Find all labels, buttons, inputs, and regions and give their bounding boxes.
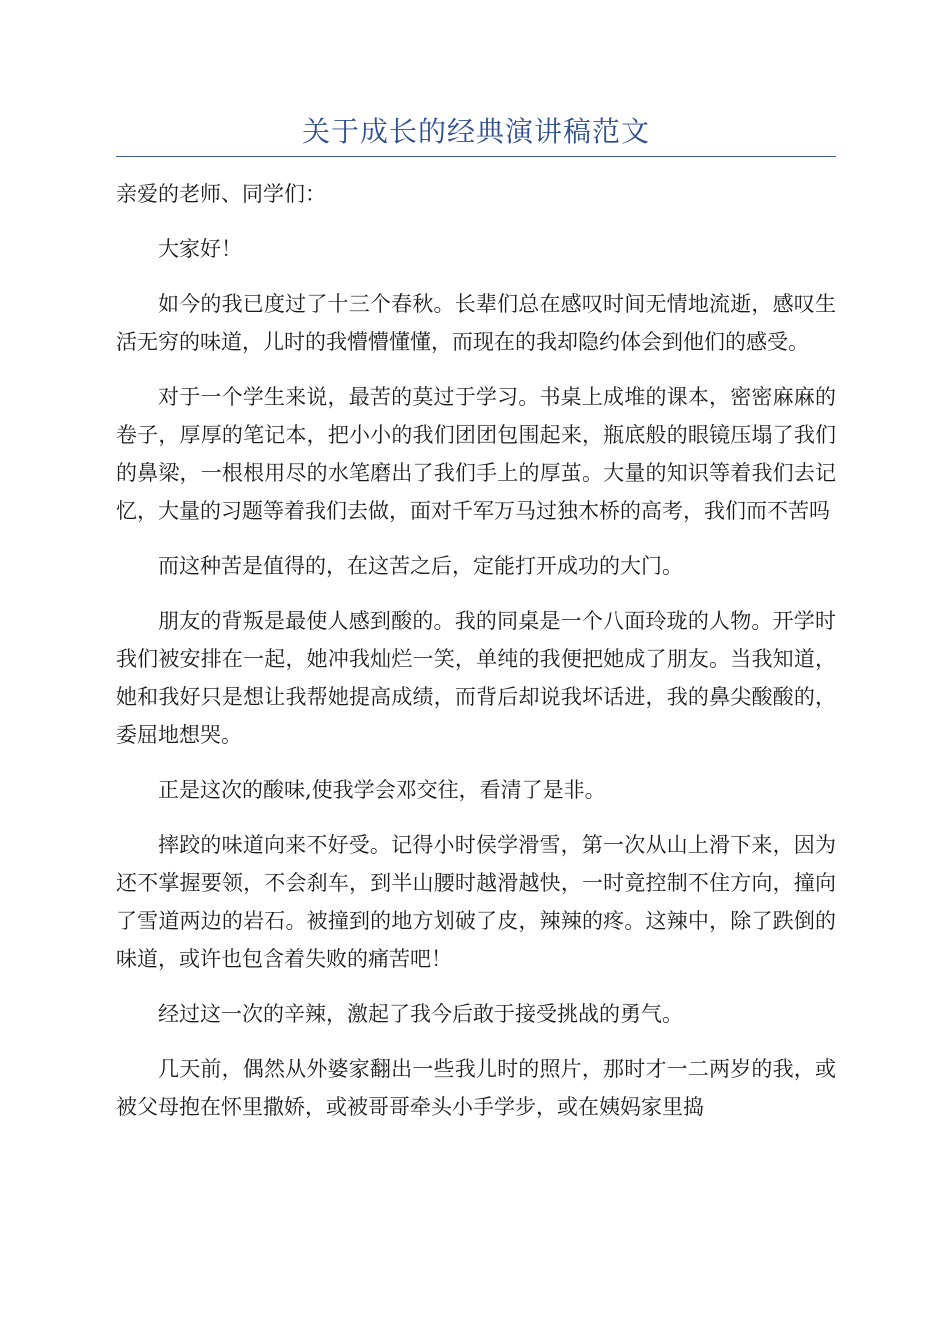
- paragraph: 而这种苦是值得的，在这苦之后，定能打开成功的大门。: [158, 554, 683, 578]
- paragraph: 正是这次的酸味,使我学会邓交往，看清了是非。: [158, 778, 606, 802]
- paragraph: 摔跤的味道向来不好受。记得小时侯学滑雪，第一次从山上滑下来，因为还不掌握要领，不会刹车，到半山腰时越滑越快，一时竟控制不住方向，撞向了雪道两边的岩石。被撞到的地方划破了皮，辣辣的疼。这辣中，除了跌倒的味道，或许也包含着失败的痛苦吧！: [116, 833, 836, 971]
- paragraph: 如今的我已度过了十三个春秋。长辈们总在感叹时间无情地流逝，感叹生活无穷的味道，儿时的我懵懵懂懂，而现在的我却隐约体会到他们的感受。: [116, 292, 836, 354]
- title-underline: [116, 156, 836, 157]
- paragraph: 经过这一次的辛辣，激起了我今后敢于接受挑战的勇气。: [158, 1002, 683, 1026]
- document-title: 关于成长的经典演讲稿范文: [301, 115, 650, 148]
- salutation: 亲爱的老师、同学们：: [116, 182, 326, 206]
- paragraph: 朋友的背叛是最使人感到酸的。我的同桌是一个八面玲珑的人物。开学时我们被安排在一起，她冲我灿烂一笑，单纯的我便把她成了朋友。当我知道，她和我好只是想让我帮她提高成绩，而背后却说我坏话进，我的鼻尖酸酸的，委屈地想哭。: [116, 609, 836, 747]
- paragraph-greeting: 大家好！: [158, 237, 242, 261]
- paragraph: 几天前，偶然从外婆家翻出一些我儿时的照片，那时才一二两岁的我，或被父母抱在怀里撒娇，或被哥哥牵头小手学步，或在姨妈家里捣: [116, 1057, 836, 1119]
- paragraph: 对于一个学生来说，最苦的莫过于学习。书桌上成堆的课本，密密麻麻的卷子，厚厚的笔记本，把小小的我们团团包围起来，瓶底般的眼镜压塌了我们的鼻梁，一根根用尽的水笔磨出了我们手上的厚茧。大量的知识等着我们去记忆，大量的习题等着我们去做，面对千军万马过独木桥的高考，我们而不苦吗: [116, 385, 836, 523]
- document-page: [116, 112, 836, 1143]
